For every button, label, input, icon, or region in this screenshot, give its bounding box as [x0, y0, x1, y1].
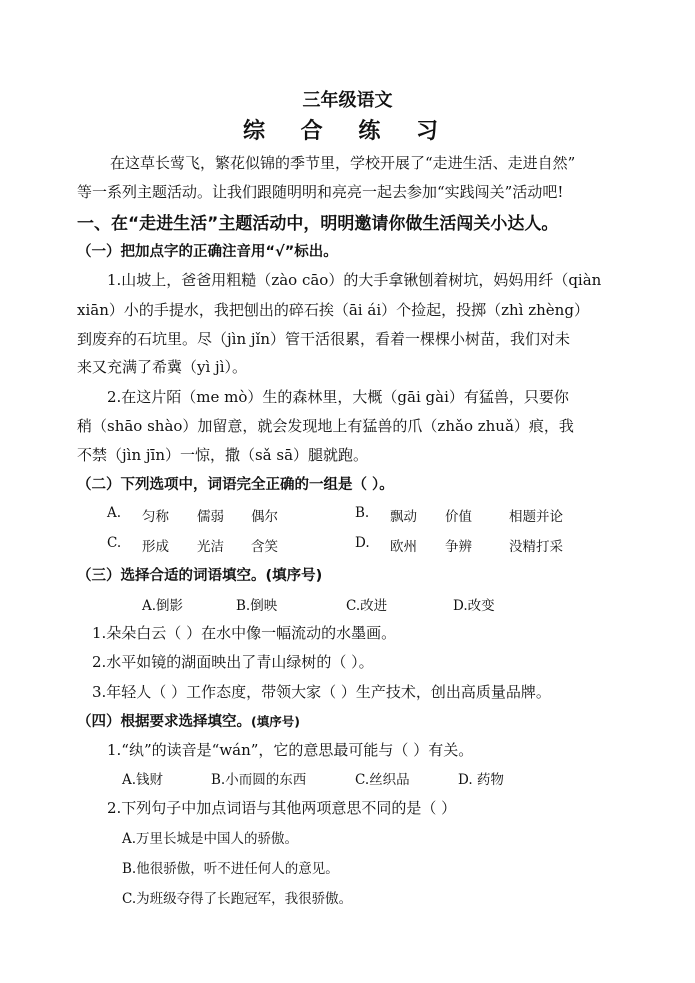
intro-line-1: 在这草长莺飞，繁花似锦的季节里，学校开展了“走进生活、走进自然”: [110, 154, 576, 172]
option-a-word-2: 儒弱: [197, 509, 224, 525]
choice-b: B.倒映: [236, 598, 278, 614]
option-b-word-3: 相题并论: [509, 509, 563, 525]
q4-sub1-option-d: D. 药物: [458, 772, 504, 788]
option-c-word-1: 形成: [142, 539, 169, 555]
q1-p1-line-3: 到废弃的石坑里。尽（jìn jǐn）管干活很累，看着一棵棵小树苗，我们对未: [77, 330, 570, 348]
option-d-word-1: 欧州: [390, 539, 417, 555]
q4-sub1-option-a: A.钱财: [122, 772, 164, 788]
intro-line-2: 等一系列主题活动。让我们跟随明明和亮亮一起去参加“实践闯关”活动吧!: [77, 183, 564, 201]
q1-p1-line-2: xiān）小的手提水，我把刨出的碎石挨（āi ái）个捡起，投掷（zhì zhèng）: [77, 301, 589, 319]
q4-sub1-option-c: C.丝织品: [355, 772, 410, 788]
option-c-word-3: 含笑: [251, 539, 278, 555]
question-four-heading: [77, 710, 300, 731]
question-four-heading-note: (填序号): [251, 714, 300, 729]
page-title: 综 合 练 习: [243, 119, 452, 144]
option-a-letter: A.: [107, 505, 122, 521]
option-c-word-2: 光洁: [197, 539, 224, 555]
option-b-word-2: 价值: [445, 509, 472, 525]
q4-sub2-option-c: C.为班级夺得了长跑冠军，我很骄傲。: [122, 891, 353, 907]
section-one-heading: 一、在“走进生活”主题活动中，明明邀请你做生活闯关小达人。: [77, 214, 559, 234]
q1-p1-line-4: 来又充满了希冀（yì jì）。: [77, 358, 247, 376]
question-four-heading-text: （四）根据要求选择填空。: [77, 714, 251, 730]
question-three-heading: （三）选择合适的词语填空。(填序号): [77, 568, 323, 584]
choice-d: D.改变: [453, 598, 495, 614]
q3-item-1: 1.朵朵白云（ ）在水中像一幅流动的水墨画。: [92, 624, 397, 642]
option-c-letter: C.: [107, 535, 122, 551]
q1-p2-line-3: 不禁（jìn jīn）一惊，撒（sǎ sā）腿就跑。: [77, 446, 369, 464]
choice-c: C.改进: [346, 598, 388, 614]
option-a-word-1: 匀称: [142, 509, 169, 525]
option-b-letter: B.: [355, 505, 370, 521]
q3-item-3: 3.年轻人（ ）工作态度，带领大家（ ）生产技术，创出高质量品牌。: [92, 683, 551, 701]
option-d-word-2: 争辨: [445, 539, 472, 555]
option-d-word-3: 没精打采: [509, 539, 563, 555]
q3-item-2: 2.水平如镜的湖面映出了青山绿树的（ ）。: [92, 653, 374, 671]
choice-a: A.倒影: [142, 598, 184, 614]
q4-sub2-option-a: A.万里长城是中国人的骄傲。: [122, 831, 299, 847]
question-one-heading: （一）把加点字的正确注音用“√”标出。: [77, 244, 338, 260]
q4-sub1-option-b: B.小而圆的东西: [211, 772, 307, 788]
q1-p2-line-1: 2.在这片陌（me mò）生的森林里，大概（gāi gài）有猛兽，只要你: [107, 388, 569, 406]
q4-sub2-option-b: B.他很骄傲，听不进任何人的意见。: [122, 861, 339, 877]
q4-sub2-question: 2.下列句子中加点词语与其他两项意思不同的是（ ）: [107, 799, 457, 817]
question-two-heading: （二）下列选项中，词语完全正确的一组是（ ）。: [77, 477, 394, 493]
option-d-letter: D.: [355, 535, 370, 551]
q1-p1-line-1: 1.山坡上，爸爸用粗糙（zào cāo）的大手拿锹刨着树坑，妈妈用纤（qiàn: [107, 271, 602, 289]
q4-sub1-question: 1.“纨”的读音是“wán”，它的意思最可能与（ ）有关。: [107, 741, 474, 759]
grade-subject-heading: 三年级语文: [302, 90, 393, 111]
q1-p2-line-2: 稍（shāo shào）加留意，就会发现地上有猛兽的爪（zhǎo zhuǎ）痕，我: [77, 417, 574, 435]
option-a-word-3: 偶尔: [251, 509, 278, 525]
option-b-word-1: 飘动: [390, 509, 417, 525]
